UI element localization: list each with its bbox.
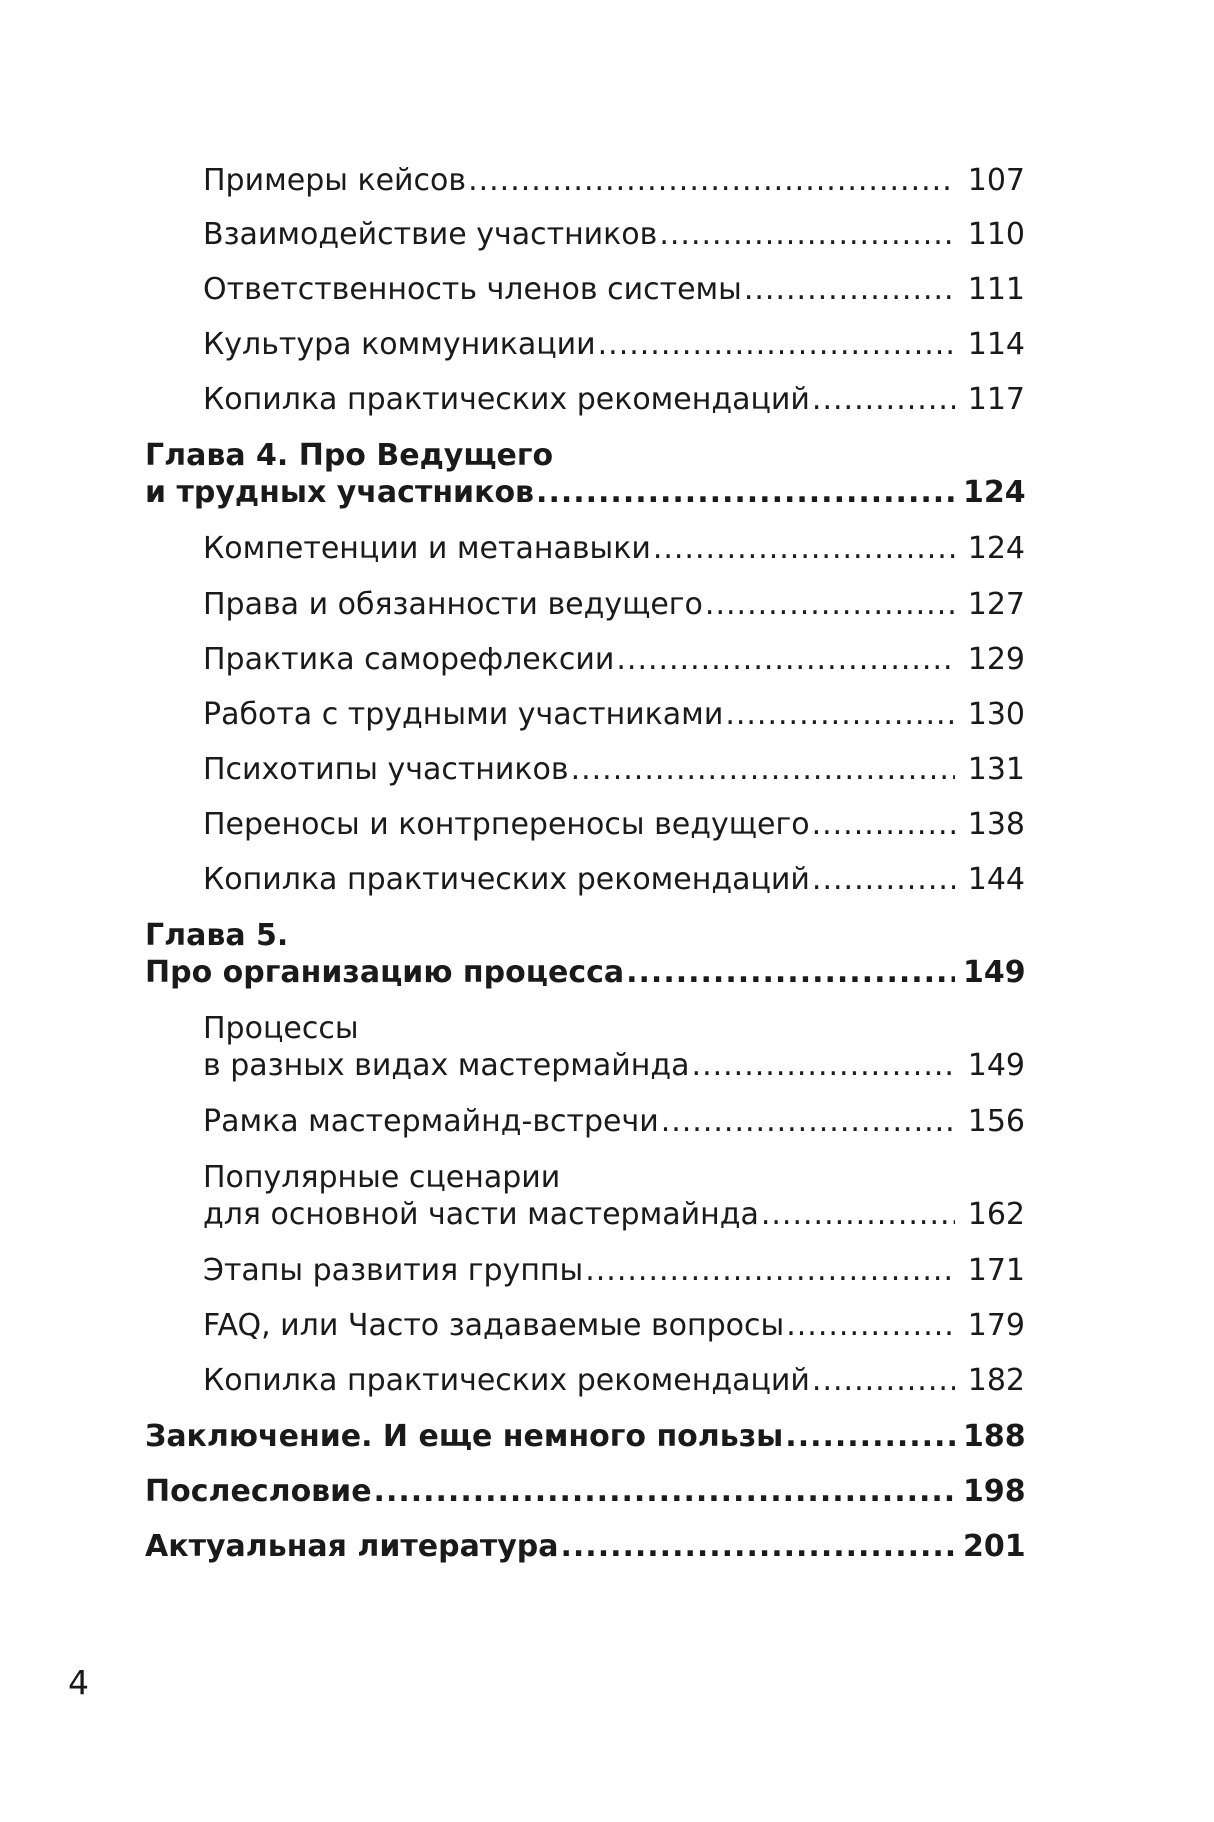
toc-entry-title: Психотипы участников xyxy=(203,752,569,787)
leader-dots xyxy=(468,162,955,199)
toc-entry-title: Переносы и контрпереносы ведущего xyxy=(203,807,810,842)
leader-dots xyxy=(585,1252,955,1289)
toc-entry-title: Культура коммуникации xyxy=(203,327,596,362)
toc-entry xyxy=(203,530,1025,567)
toc-entry-page: 138 xyxy=(967,807,1025,842)
toc-entry xyxy=(203,381,1025,418)
toc-entry xyxy=(203,1159,1025,1233)
leader-dots xyxy=(812,806,955,843)
toc-entry-title: Про организацию процесса xyxy=(145,955,625,990)
leader-dots xyxy=(374,1473,955,1510)
toc-entry-title-line: Популярные сценарии xyxy=(203,1160,561,1195)
toc-entry-title: Практика саморефлексии xyxy=(203,642,615,677)
toc-entry-title: и трудных участников xyxy=(145,475,535,510)
toc-entry xyxy=(203,586,1025,623)
leader-dots xyxy=(786,1307,955,1344)
leader-dots xyxy=(812,381,955,418)
leader-dots xyxy=(705,586,955,623)
leader-dots xyxy=(812,861,955,898)
leader-dots xyxy=(761,1196,955,1233)
toc-entry-title: Копилка практических рекомендаций xyxy=(203,382,810,417)
leader-dots xyxy=(536,474,955,511)
chapter-heading-line: Глава 5. xyxy=(145,918,289,953)
toc-entry xyxy=(203,1307,1025,1344)
toc-entry-page: 107 xyxy=(967,163,1025,198)
toc-entry-title: Компетенции и метанавыки xyxy=(203,531,651,566)
toc-entry-page: 127 xyxy=(967,587,1025,622)
leader-dots xyxy=(725,696,955,733)
toc-entry xyxy=(203,326,1025,363)
toc-entry xyxy=(203,1010,1025,1084)
toc-entry-title: Взаимодействие участников xyxy=(203,217,658,252)
chapter-entry xyxy=(145,437,1025,511)
leader-dots xyxy=(626,954,955,991)
leader-dots xyxy=(616,641,955,678)
page-number: 4 xyxy=(68,1663,89,1702)
toc-entry-page: 162 xyxy=(967,1197,1025,1232)
chapter-entry xyxy=(145,1418,1025,1455)
chapter-entry xyxy=(145,917,1025,991)
chapter-heading-line: Глава 4. Про Ведущего xyxy=(145,438,554,473)
toc-entry-page: 149 xyxy=(963,955,1026,990)
toc-entry-title: Послесловие xyxy=(145,1474,372,1509)
leader-dots xyxy=(571,751,955,788)
toc-entry-title: Этапы развития группы xyxy=(203,1253,584,1288)
toc-entry-page: 111 xyxy=(967,272,1025,307)
leader-dots xyxy=(744,271,955,308)
toc-entry-title: Примеры кейсов xyxy=(203,163,467,198)
toc-entry-title: для основной части мастермайнда xyxy=(203,1197,759,1232)
leader-dots xyxy=(812,1362,955,1399)
leader-dots xyxy=(692,1047,955,1084)
toc-entry xyxy=(203,696,1025,733)
toc-entry-title: Ответственность членов системы xyxy=(203,272,742,307)
toc-entry-page: 131 xyxy=(967,752,1025,787)
toc-entry xyxy=(203,1362,1025,1399)
toc-entry-page: 171 xyxy=(967,1253,1025,1288)
toc-entry xyxy=(203,1252,1025,1289)
leader-dots xyxy=(785,1418,955,1455)
leader-dots xyxy=(598,326,955,363)
toc-entry xyxy=(203,751,1025,788)
leader-dots xyxy=(661,1103,955,1140)
toc-entry-page: 201 xyxy=(963,1529,1026,1564)
chapter-entry xyxy=(145,1528,1025,1565)
toc-entry-title: Рамка мастермайнд-встречи xyxy=(203,1104,659,1139)
toc-entry-page: 188 xyxy=(963,1419,1026,1454)
toc-entry-title: FAQ, или Часто задаваемые вопросы xyxy=(203,1308,785,1343)
toc-entry-page: 156 xyxy=(967,1104,1025,1139)
toc-entry xyxy=(203,1103,1025,1140)
toc-entry-page: 179 xyxy=(967,1308,1025,1343)
toc-entry-page: 182 xyxy=(967,1363,1025,1398)
toc-entry-title: Работа с трудными участниками xyxy=(203,697,724,732)
toc-entry-page: 117 xyxy=(967,382,1025,417)
toc-entry-page: 124 xyxy=(963,475,1026,510)
leader-dots xyxy=(653,530,955,567)
toc-entry xyxy=(203,806,1025,843)
toc-entry xyxy=(203,162,1025,199)
toc-entry-title: Копилка практических рекомендаций xyxy=(203,862,810,897)
toc-entry-page: 129 xyxy=(967,642,1025,677)
toc-entry xyxy=(203,271,1025,308)
toc-entry-title: в разных видах мастермайнда xyxy=(203,1048,690,1083)
toc-entry-page: 198 xyxy=(963,1474,1026,1509)
toc-entry-page: 110 xyxy=(967,217,1025,252)
toc-entry-title: Заключение. И еще немного пользы xyxy=(145,1419,784,1454)
toc-entry-page: 149 xyxy=(967,1048,1025,1083)
toc-entry-page: 124 xyxy=(967,531,1025,566)
leader-dots xyxy=(659,216,955,253)
chapter-entry xyxy=(145,1473,1025,1510)
toc-entry-page: 114 xyxy=(967,327,1025,362)
toc-entry xyxy=(203,641,1025,678)
toc-entry-title-line: Процессы xyxy=(203,1011,359,1046)
toc-entry-title: Права и обязанности ведущего xyxy=(203,587,703,622)
leader-dots xyxy=(561,1528,956,1565)
toc-entry-title: Копилка практических рекомендаций xyxy=(203,1363,810,1398)
toc-entry xyxy=(203,216,1025,253)
toc-entry-title: Актуальная литература xyxy=(145,1529,559,1564)
toc-entry-page: 130 xyxy=(967,697,1025,732)
toc-entry xyxy=(203,861,1025,898)
toc-entry-page: 144 xyxy=(967,862,1025,897)
